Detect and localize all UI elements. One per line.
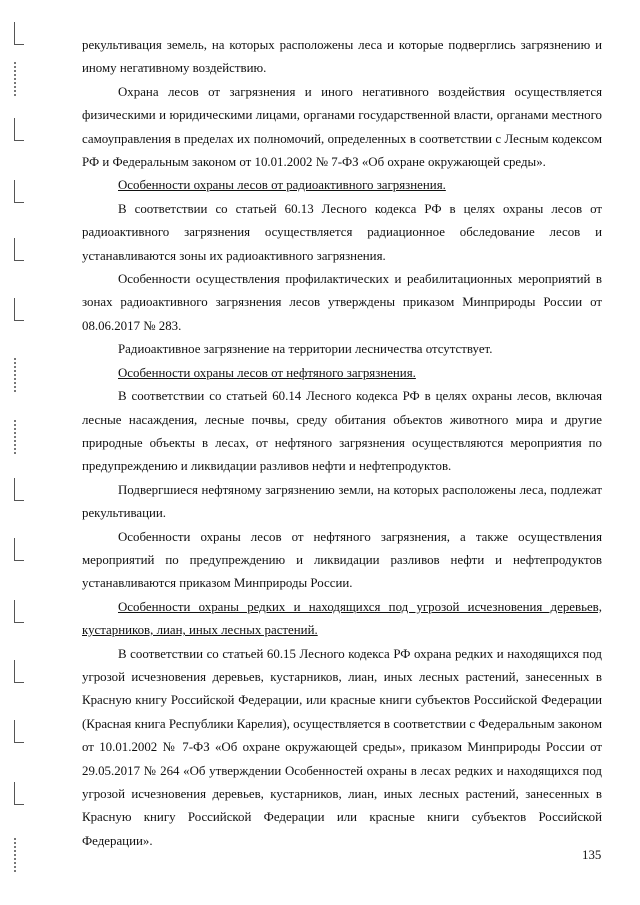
paragraph: Особенности охраны лесов от нефтяного загрязнения, а также осуществления мероприятий по предупреждению и ликвидации разливов нефти и нефтепродуктов устанавливаются приказом Минприроды России. [82,529,602,591]
binding-dots [14,358,16,394]
paragraph: В соответствии со статьей 60.13 Лесного кодекса РФ в целях охраны лесов от радиоактивного загрязнения осуществляется радиационное обследование лесов и устанавливаются зоны их радиоактивного загрязнения. [82,201,602,263]
section-heading: Особенности охраны лесов от радиоактивного загрязнения. [118,178,446,193]
binding-mark [14,538,24,561]
binding-mark [14,238,24,261]
binding-mark [14,600,24,623]
binding-dots [14,62,16,98]
binding-mark [14,782,24,805]
paragraph: рекультивация земель, на которых расположены леса и которые подверглись загрязнению и иному негативному воздействию. [82,38,602,76]
paragraph: Охрана лесов от загрязнения и иного негативного воздействия осуществляется физическими и юридическими лицами, органами государственной власти, органами местного самоуправления в пределах их полномочий, определенных в соответствии с Лесным кодексом РФ и Федеральным законом от 10.01.2002 № 7-ФЗ «Об охране окружающей среды». [82,84,602,170]
binding-mark [14,22,24,45]
binding-mark [14,660,24,683]
paragraph: В соответствии со статьей 60.15 Лесного кодекса РФ охрана редких и находящихся под угрозой исчезновения деревьев, кустарников, лиан, иных лесных растений, занесенных в Красную книгу Российской Федерации, или красные книги субъектов Российской Федерации (Красная книга Республики Карелия), осуществляется в соответствии с Федеральным законом от 10.01.2002 № 7-ФЗ «Об охране окружающей среды», приказом Минприроды России от 29.05.2017 № 264 «Об утверждении Особенностей охраны в лесах редких и находящихся под угрозой исчезновения деревьев, кустарников, лиан, иных лесных растений, занесенных в Красную книгу Российской Федерации или красные книги субъектов Российской Федерации». [82,646,602,848]
binding-mark [14,180,24,203]
binding-mark [14,298,24,321]
binding-dots [14,838,16,874]
binding-edge [0,0,40,905]
binding-mark [14,118,24,141]
section-heading: Особенности охраны лесов от нефтяного загрязнения. [118,365,416,380]
binding-dots [14,420,16,456]
paragraph: В соответствии со статьей 60.14 Лесного кодекса РФ в целях охраны лесов, включая лесные насаждения, лесные почвы, среду обитания объектов животного мира и другие природные объекты в лесах, от нефтяного загрязнения осуществляются мероприятия по предупреждению и ликвидации разливов нефти и нефтепродуктов. [82,389,602,474]
binding-mark [14,478,24,501]
document-page [82,34,602,853]
section-heading: Особенности охраны редких и находящихся под угрозой исчезновения деревьев, кустарников, лиан, иных лесных растений. [82,599,602,638]
paragraph: Радиоактивное загрязнение на территории лесничества отсутствует. [118,342,493,357]
paragraph: Подвергшиеся нефтяному загрязнению земли, на которых расположены леса, подлежат рекультивации. [82,482,602,521]
page-number: 135 [582,848,602,862]
paragraph: Особенности осуществления профилактических и реабилитационных мероприятий в зонах радиоактивного загрязнения лесов утверждены приказом Минприроды России от 08.06.2017 № 283. [82,272,602,333]
binding-mark [14,720,24,743]
